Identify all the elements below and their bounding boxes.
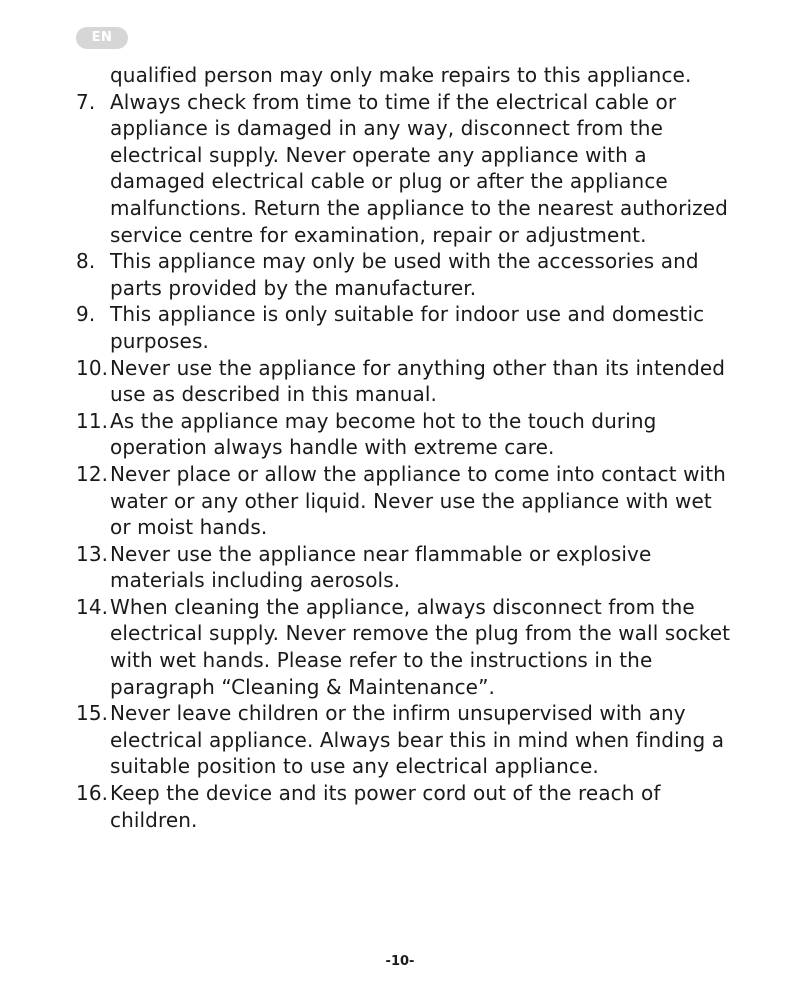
item-text: Never use the appliance near flammable or explosive materials including aerosols. <box>110 541 652 593</box>
item-text: This appliance is only suitable for indoor use and domestic purposes. <box>110 302 705 353</box>
list-item <box>76 461 736 541</box>
item-text: This appliance may only be used with the accessories and parts provided by the manufacturer. <box>110 249 699 300</box>
list-item <box>76 408 736 461</box>
item-text: As the appliance may become hot to the touch during operation always handle with extreme care. <box>110 408 657 460</box>
continuation-paragraph: qualified person may only make repairs to this appliance. <box>110 63 692 87</box>
item-number: 9. <box>76 302 96 327</box>
list-item <box>76 89 736 249</box>
item-text: Never place or allow the appliance to come into contact with water or any other liquid. Never use the appliance with wet or moist hands. <box>110 461 726 540</box>
item-number: 12. <box>76 461 109 486</box>
item-text: Never leave children or the infirm unsupervised with any electrical appliance. Always bear this in mind when finding a suitable position to use any electrical appliance. <box>110 701 725 779</box>
item-text: Never use the appliance for anything other than its intended use as described in this manual. <box>110 355 726 407</box>
item-number: 14. <box>76 594 109 619</box>
list-item <box>76 700 736 780</box>
item-number: 11. <box>76 408 109 433</box>
list-item <box>76 541 736 594</box>
list-item <box>76 248 736 301</box>
list-item <box>76 301 736 354</box>
page-number: -10- <box>385 954 415 969</box>
item-number: 7. <box>76 89 96 114</box>
item-number: 16. <box>76 781 109 806</box>
item-number: 8. <box>76 249 96 274</box>
item-number: 13. <box>76 541 109 566</box>
item-text: Keep the device and its power cord out of the reach of children. <box>110 781 661 832</box>
item-number: 15. <box>76 701 109 726</box>
language-badge: EN <box>76 27 128 49</box>
item-text: Always check from time to time if the electrical cable or appliance is damaged in any way, disconnect from the electrical supply. Never operate any appliance with a damaged electrical cable or plug or after the appliance malfunctions. Return the appliance to the nearest authorized service centre for examination, repair or adjustment. <box>110 89 728 247</box>
item-text: When cleaning the appliance, always disconnect from the electrical supply. Never remove the plug from the wall socket with wet hands. Please refer to the instructions in the paragraph “Cleaning & Maintenance”. <box>110 594 731 699</box>
list-item <box>76 780 736 833</box>
list-item <box>76 594 736 700</box>
list-item <box>76 355 736 408</box>
safety-instructions <box>76 62 736 833</box>
item-number: 10. <box>76 355 109 380</box>
